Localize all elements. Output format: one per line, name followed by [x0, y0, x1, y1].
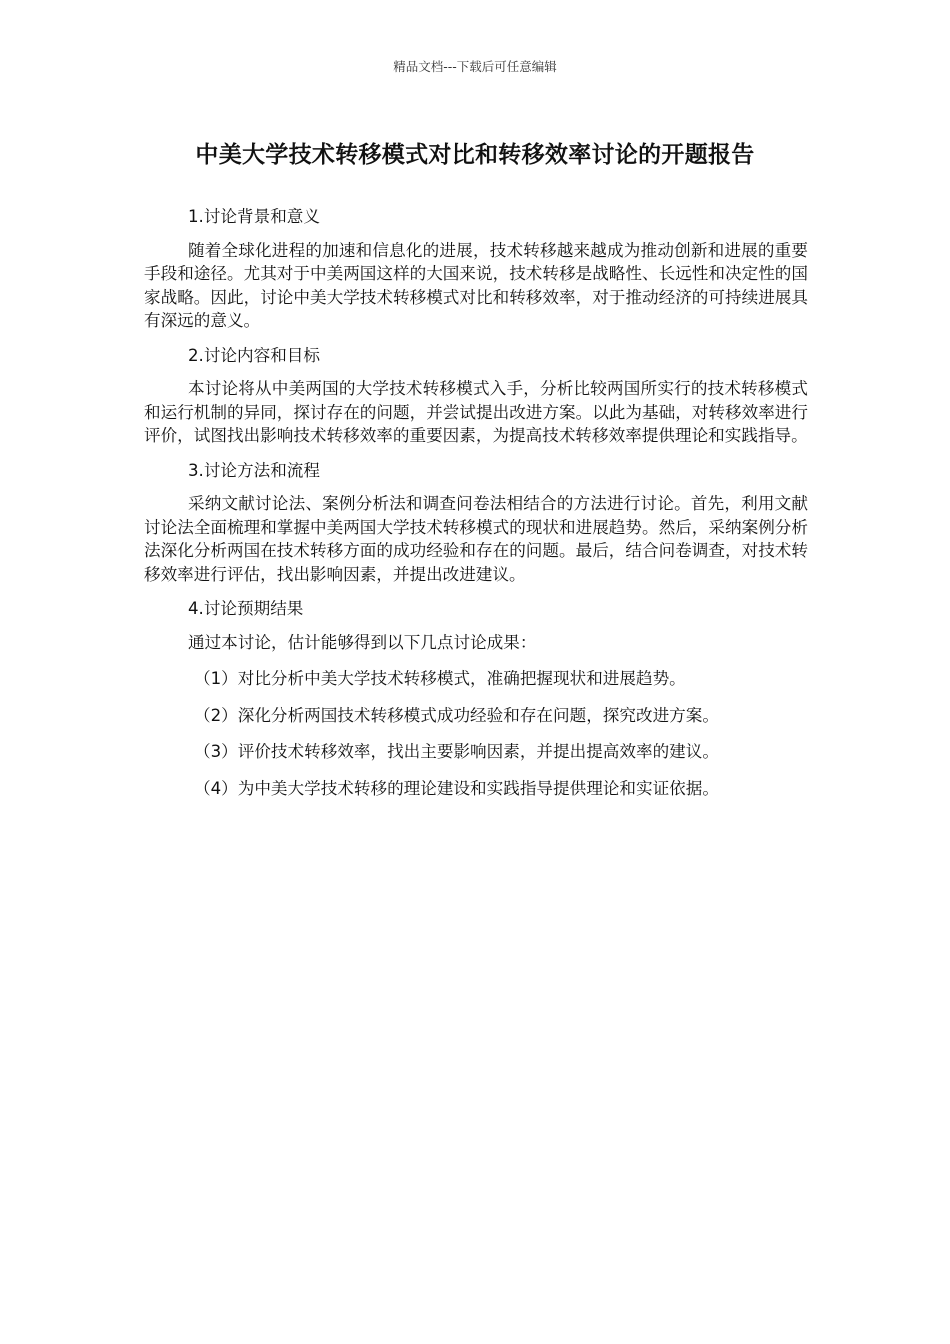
- section-heading-1: 1.讨论背景和意义: [188, 207, 320, 226]
- result-item: （2）深化分析两国技术转移模式成功经验和存在问题，探究改进方案。: [194, 705, 719, 725]
- section-paragraph-2: 本讨论将从中美两国的大学技术转移模式入手，分析比较两国所实行的技术转移模式和运行机制的异同，探讨存在的问题，并尝试提出改进方案。以此为基础，对转移效率进行评价，试图找出影响技术转移效率的重要因素，为提高技术转移效率提供理论和实践指导。: [144, 379, 808, 445]
- results-intro: 通过本讨论，估计能够得到以下几点讨论成果：: [188, 632, 537, 652]
- section-heading-4: 4.讨论预期结果: [188, 599, 304, 618]
- section-heading-3: 3.讨论方法和流程: [188, 460, 320, 480]
- result-item: （1）对比分析中美大学技术转移模式，准确把握现状和进展趋势。: [194, 669, 686, 688]
- section-paragraph-3: 采纳文献讨论法、案例分析法和调查问卷法相结合的方法进行讨论。首先，利用文献讨论法全面梳理和掌握中美两国大学技术转移模式的现状和进展趋势。然后，采纳案例分析法深化分析两国在技术转移方面的成功经验和存在的问题。最后，结合问卷调查，对技术转移效率进行评估，找出影响因素，并提出改进建议。: [144, 494, 808, 584]
- header-note: 精品文档---下载后可任意编辑: [393, 59, 557, 74]
- section-heading-2: 2.讨论内容和目标: [188, 345, 320, 365]
- result-item: （4）为中美大学技术转移的理论建设和实践指导提供理论和实证依据。: [194, 778, 719, 798]
- document-title: 中美大学技术转移模式对比和转移效率讨论的开题报告: [195, 142, 755, 168]
- result-item: （3）评价技术转移效率，找出主要影响因素，并提出提高效率的建议。: [194, 742, 719, 761]
- document-body: [144, 205, 808, 813]
- section-paragraph-1: 随着全球化进程的加速和信息化的进展，技术转移越来越成为推动创新和进展的重要手段和途径。尤其对于中美两国这样的大国来说，技术转移是战略性、长远性和决定性的国家战略。因此，讨论中美大学技术转移模式对比和转移效率，对于推动经济的可持续进展具有深远的意义。: [144, 240, 808, 330]
